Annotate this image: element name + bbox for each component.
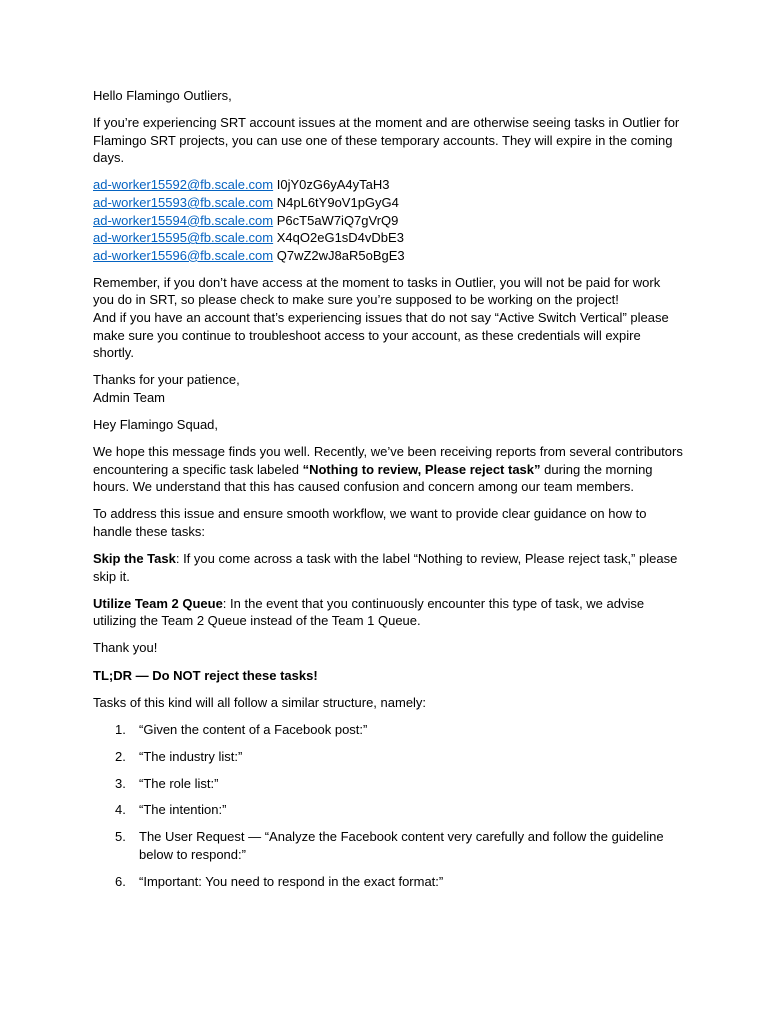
greeting-outliers: Hello Flamingo Outliers,	[93, 88, 232, 103]
list-item	[93, 801, 683, 819]
list-item	[93, 873, 683, 891]
utilize-heading: Utilize Team 2 Queue	[93, 595, 223, 611]
document-page	[93, 87, 683, 900]
list-text: “The intention:”	[139, 802, 227, 818]
list-text: “Important: You need to respond in the exact format:”	[139, 873, 444, 889]
credentials-list	[93, 176, 683, 264]
password-text: I0jY0zG6yA4yTaH3	[276, 177, 390, 193]
email-link[interactable]: ad-worker15596@fb.scale.com	[93, 247, 274, 263]
intro-paragraph: If you’re experiencing SRT account issues at the moment and are otherwise seeing tasks in Outlier for Flamingo SRT projects, you can use one of these temporary accounts. They will expire in the coming days.	[93, 115, 680, 166]
password-text: P6cT5aW7iQ7gVrQ9	[276, 212, 399, 228]
tldr: TL;DR — Do NOT reject these tasks!	[93, 667, 318, 683]
list-number: 5.	[115, 829, 126, 845]
list-number: 4.	[115, 802, 126, 818]
list-item	[93, 721, 683, 739]
email-link[interactable]: ad-worker15595@fb.scale.com	[93, 230, 274, 246]
list-text: “The industry list:”	[139, 748, 243, 764]
list-number: 2.	[115, 748, 126, 764]
list-text: “The role list:”	[139, 775, 219, 791]
list-item	[93, 828, 683, 863]
credential-line	[93, 247, 683, 265]
signoff	[93, 371, 683, 406]
hope-text-end: during the morning hours. We understand that this has caused confusion and concern among our team members.	[93, 461, 653, 495]
structure-intro: Tasks of this kind will all follow a similar structure, namely:	[93, 694, 427, 710]
list-item	[93, 775, 683, 793]
credential-line	[93, 176, 683, 194]
skip-text: : If you come across a task with the label “Nothing to review, Please reject task,” please skip it.	[93, 551, 678, 584]
credential-line	[93, 212, 683, 230]
list-number: 6.	[115, 873, 126, 889]
password-text: Q7wZ2wJ8aR5oBgE3	[276, 247, 405, 263]
utilize-paragraph	[93, 595, 683, 630]
credential-line	[93, 229, 683, 247]
remember-text: Remember, if you don’t have access at the moment to tasks in Outlier, you will not be paid for work you do in SRT, so please check to make sure you’re supposed to be working on the project!	[93, 274, 661, 308]
list-text: “Given the content of a Facebook post:”	[139, 721, 368, 737]
active-switch-text: And if you have an account that’s experiencing issues that do not say “Active Switch Vertical” please make sure you continue to troubleshoot access to your account, as these credentials will expire shortly.	[93, 310, 669, 361]
skip-heading: Skip the Task	[93, 551, 176, 567]
greeting-squad: Hey Flamingo Squad,	[93, 417, 219, 432]
remember-paragraph	[93, 274, 683, 362]
thank-you: Thank you!	[93, 640, 158, 656]
task-structure-list	[93, 721, 683, 891]
list-text: The User Request — “Analyze the Facebook content very carefully and follow the guideline below to respond:”	[139, 829, 664, 862]
skip-paragraph	[93, 550, 683, 585]
list-number: 1.	[115, 721, 126, 737]
thanks-text: Thanks for your patience,	[93, 372, 240, 388]
email-link[interactable]: ad-worker15593@fb.scale.com	[93, 194, 274, 210]
utilize-text: : In the event that you continuously encounter this type of task, we advise utilizing the Team 2 Queue instead of the Team 1 Queue.	[93, 595, 645, 629]
list-item	[93, 748, 683, 766]
hope-paragraph	[93, 443, 683, 496]
task-label-quote: “Nothing to review, Please reject task”	[302, 461, 541, 477]
list-number: 3.	[115, 775, 126, 791]
email-link[interactable]: ad-worker15592@fb.scale.com	[93, 177, 274, 193]
address-paragraph: To address this issue and ensure smooth workflow, we want to provide clear guidance on how to handle these tasks:	[93, 506, 647, 539]
email-link[interactable]: ad-worker15594@fb.scale.com	[93, 212, 274, 228]
password-text: N4pL6tY9oV1pGyG4	[276, 194, 399, 210]
credential-line	[93, 194, 683, 212]
signature: Admin Team	[93, 389, 166, 405]
hope-text-start: We hope this message finds you well. Recently, we’ve been receiving reports from several contributors encountering a specific task labeled	[93, 444, 683, 477]
password-text: X4qO2eG1sD4vDbE3	[276, 230, 404, 246]
